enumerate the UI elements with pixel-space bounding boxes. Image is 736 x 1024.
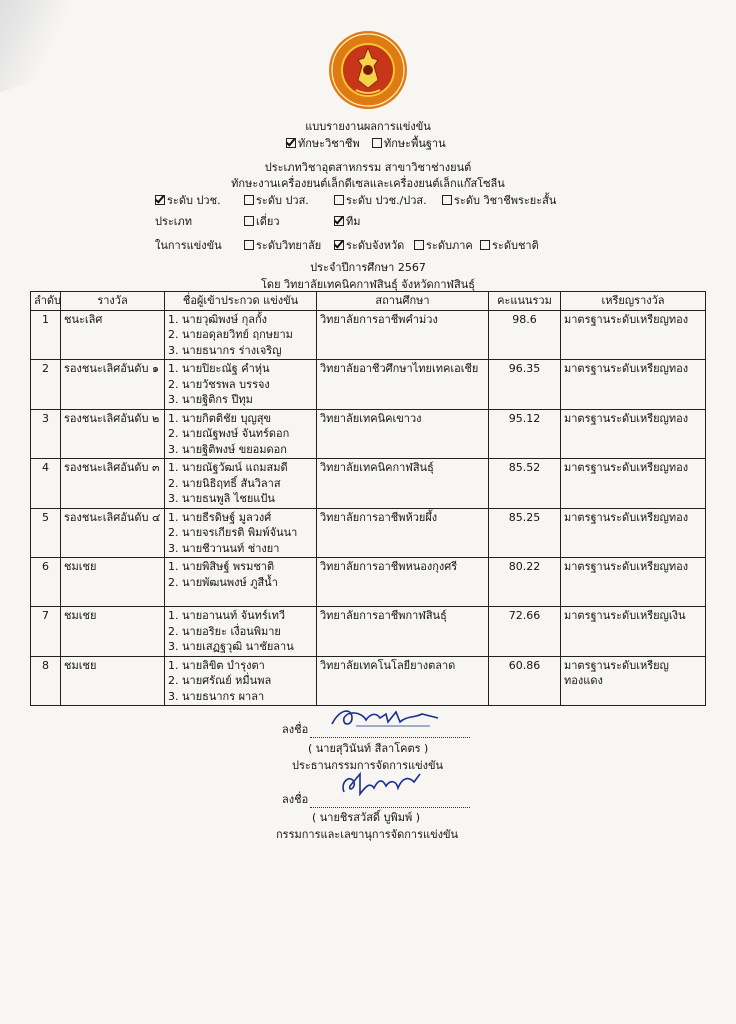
member-name: 1. นายธีรดิษฐ์ มูลวงศ์: [168, 510, 272, 524]
rank-cell: 4: [31, 459, 61, 509]
members-cell: [165, 607, 317, 657]
checkbox-empty-icon: [244, 216, 254, 226]
rank-cell: 8: [31, 656, 61, 706]
member-name: 1. นายพิสิษฐ์ พรมชาติ: [168, 560, 275, 573]
table-row: [31, 310, 706, 360]
checkbox-checked-icon: [286, 138, 296, 148]
signer-name-1: ( นายสุวินันท์ สีลาโคตร ): [308, 742, 429, 755]
checkbox-empty-icon: [372, 138, 382, 148]
medal-cell: มาตรฐานระดับเหรียญทอง: [561, 558, 706, 607]
award-cell: ชมเชย: [61, 656, 165, 706]
rank-cell: 1: [31, 310, 61, 360]
skill-option-basic: ทักษะพื้นฐาน: [372, 134, 446, 152]
member-name: 2. นายวัชรพล บรรจง: [168, 377, 270, 391]
header-score: คะแนนรวม: [489, 292, 561, 311]
member-name: 1. นายปิยะณัฐ คำหุ่น: [168, 362, 270, 375]
members-cell: [165, 558, 317, 607]
table-row: [31, 607, 706, 657]
member-name: 1. นายกิตติชัย บุญสุข: [168, 411, 272, 425]
category-line: ประเภทวิชาอุตสาหกรรม สาขาวิชาช่างยนต์: [264, 161, 472, 174]
members-cell: [165, 409, 317, 459]
type-option-single: เดี่ยว: [244, 212, 280, 230]
checkbox-empty-icon: [244, 195, 254, 205]
level-option-short-course: ระดับ วิชาชีพระยะสั้น: [442, 191, 556, 209]
school-cell: วิทยาลัยเทคโนโลยียางตลาด: [317, 656, 489, 706]
member-name: 3. นายธนพูลิ ไชยแป้น: [168, 492, 275, 505]
competition-option-college: ระดับวิทยาลัย: [244, 236, 321, 254]
academic-year: ประจำปีการศึกษา 2567: [310, 261, 426, 274]
level-option-pvc: ระดับ ปวช.: [155, 191, 221, 209]
table-row: [31, 656, 706, 706]
competition-option-region: ระดับภาค: [414, 236, 473, 254]
medal-cell: มาตรฐานระดับเหรียญเงิน: [561, 607, 706, 657]
school-cell: วิทยาลัยการอาชีพหนองกุงศรี: [317, 558, 489, 607]
school-cell: วิทยาลัยเทคนิคเขาวง: [317, 409, 489, 459]
type-option-team: ทีม: [334, 212, 361, 230]
member-name: 3. นายธนากร ผาลา: [168, 689, 265, 703]
member-name: 2. นายพัฒนพงษ์ ภูสีน้ำ: [168, 575, 278, 589]
type-label: ประเภท: [155, 215, 193, 228]
header-school: สถานศึกษา: [317, 292, 489, 311]
member-name: 2. นายอริยะ เงื่อนพิมาย: [168, 624, 281, 638]
rank-cell: 3: [31, 409, 61, 459]
checkbox-checked-icon: [155, 195, 165, 205]
competition-option-national: ระดับชาติ: [480, 236, 539, 254]
rank-cell: 6: [31, 558, 61, 607]
signature-label: ลงชื่อ: [282, 793, 309, 806]
level-option-pvc-pvs: ระดับ ปวช./ปวส.: [334, 191, 427, 209]
members-cell: [165, 310, 317, 360]
members-cell: [165, 656, 317, 706]
medal-cell: มาตรฐานระดับเหรียญทอง: [561, 409, 706, 459]
award-cell: รองชนะเลิศอันดับ ๒: [61, 409, 165, 459]
competition-label: ในการแข่งขัน: [155, 239, 222, 252]
member-name: 2. นายศรัณย์ หมื่นพล: [168, 674, 272, 687]
table-header-row: [31, 292, 706, 311]
scan-corner-shadow: [0, 0, 105, 99]
score-cell: 80.22: [489, 558, 561, 607]
handwritten-signature-2: [336, 768, 426, 800]
results-table: [30, 291, 706, 706]
award-cell: รองชนะเลิศอันดับ ๑: [61, 360, 165, 410]
skill-name: ทักษะงานเครื่องยนต์เล็กดีเซลและเครื่องยนต์เล็กแก๊สโซลีน: [231, 177, 505, 190]
score-cell: 85.25: [489, 508, 561, 558]
score-cell: 98.6: [489, 310, 561, 360]
checkbox-empty-icon: [414, 240, 424, 250]
score-cell: 72.66: [489, 607, 561, 657]
checkbox-empty-icon: [334, 195, 344, 205]
checkbox-checked-icon: [334, 216, 344, 226]
member-name: 1. นายณัฐวัฒน์ แถมสมดี: [168, 461, 288, 474]
score-cell: 85.52: [489, 459, 561, 509]
header-award: รางวัล: [61, 292, 165, 311]
award-cell: ชมเชย: [61, 607, 165, 657]
header-competitors: ชื่อผู้เข้าประกวด แข่งขัน: [165, 292, 317, 311]
score-cell: 95.12: [489, 409, 561, 459]
medal-cell: มาตรฐานระดับเหรียญทอง: [561, 360, 706, 410]
vocational-education-seal: [328, 30, 408, 110]
signer-position-1: ประธานกรรมการจัดการแข่งขัน: [292, 759, 444, 772]
member-name: 1. นายวุฒิพงษ์ กุลกั้ง: [168, 312, 268, 326]
score-cell: 96.35: [489, 360, 561, 410]
signature-label: ลงชื่อ: [282, 723, 309, 736]
table-row: [31, 409, 706, 459]
table-row: [31, 508, 706, 558]
report-title: แบบรายงานผลการแข่งขัน: [305, 120, 431, 133]
school-cell: วิทยาลัยการอาชีพกาฬสินธุ์: [317, 607, 489, 657]
award-cell: ชมเชย: [61, 558, 165, 607]
rank-cell: 7: [31, 607, 61, 657]
member-name: 3. นายฐิติพงษ์ ขยอมดอก: [168, 442, 287, 456]
member-name: 2. นายณัฐพงษ์ จันทร์ดอก: [168, 427, 290, 440]
member-name: 1. นายลิขิต บำรุงตา: [168, 658, 265, 672]
host-line: โดย วิทยาลัยเทคนิคกาฬสินธุ์ จังหวัดกาฬสินธุ์: [261, 278, 475, 291]
table-row: [31, 459, 706, 509]
member-name: 3. นายธนากร ร่างเจริญ: [168, 343, 282, 357]
member-name: 3. นายเสฏฐวุฒิ นาชัยลาน: [168, 640, 294, 653]
members-cell: [165, 508, 317, 558]
checkbox-empty-icon: [442, 195, 452, 205]
signer-name-2: ( นายชิรสวัสดิ์ บูพิมพ์ ): [312, 811, 421, 824]
member-name: 2. นายอดุลยวิทย์ ฤกษยาม: [168, 328, 293, 341]
checkbox-checked-icon: [334, 240, 344, 250]
member-name: 3. นายชีวานนท์ ช่างยา: [168, 541, 280, 555]
award-cell: รองชนะเลิศอันดับ ๓: [61, 459, 165, 509]
checkbox-empty-icon: [480, 240, 490, 250]
member-name: 2. นายจรเกียรติ พิมพ์จันนา: [168, 526, 298, 539]
member-name: 2. นายนิธิฤทธิ์ สันวิลาส: [168, 476, 281, 490]
rank-cell: 2: [31, 360, 61, 410]
medal-cell: มาตรฐานระดับเหรียญทอง: [561, 310, 706, 360]
header-medal: เหรียญรางวัล: [561, 292, 706, 311]
school-cell: วิทยาลัยการอาชีพห้วยผึ้ง: [317, 508, 489, 558]
medal-cell: มาตรฐานระดับเหรียญทองแดง: [561, 656, 706, 706]
table-row: [31, 360, 706, 410]
school-cell: วิทยาลัยเทคนิคกาฬสินธุ์: [317, 459, 489, 509]
competition-option-province: ระดับจังหวัด: [334, 236, 404, 254]
award-cell: รองชนะเลิศอันดับ ๔: [61, 508, 165, 558]
medal-cell: มาตรฐานระดับเหรียญทอง: [561, 508, 706, 558]
skill-option-professional: ทักษะวิชาชีพ: [286, 134, 360, 152]
rank-cell: 5: [31, 508, 61, 558]
members-cell: [165, 459, 317, 509]
table-row: [31, 558, 706, 607]
checkbox-empty-icon: [244, 240, 254, 250]
member-name: 1. นายอานนท์ จันทร์เทวี: [168, 609, 286, 622]
school-cell: วิทยาลัยอาชีวศึกษาไทยเทคเอเชีย: [317, 360, 489, 410]
members-cell: [165, 360, 317, 410]
level-option-pvs: ระดับ ปวส.: [244, 191, 309, 209]
school-cell: วิทยาลัยการอาชีพคำม่วง: [317, 310, 489, 360]
score-cell: 60.86: [489, 656, 561, 706]
member-name: 3. นายฐิติกร ปีทุม: [168, 393, 253, 406]
signer-position-2: กรรมการและเลขานุการจัดการแข่งขัน: [276, 828, 459, 841]
header-rank: ลำดับ: [31, 292, 61, 311]
medal-cell: มาตรฐานระดับเหรียญทอง: [561, 459, 706, 509]
handwritten-signature-1: [326, 704, 441, 732]
award-cell: ชนะเลิศ: [61, 310, 165, 360]
